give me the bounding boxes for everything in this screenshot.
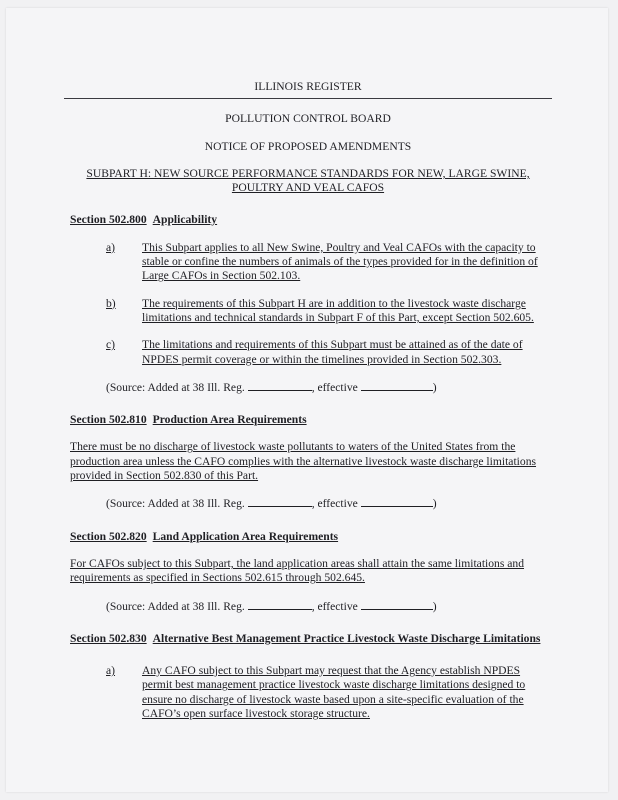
section-number: Section 502.820 xyxy=(70,529,147,543)
date-blank xyxy=(361,599,433,610)
date-blank xyxy=(361,380,433,391)
source-note xyxy=(70,380,546,395)
section-number: Section 502.830 xyxy=(70,631,147,645)
item-label: c) xyxy=(106,338,116,352)
source-note xyxy=(70,496,546,511)
item-text: Any CAFO subject to this Subpart may request that the Agency establish NPDES permit best management practice livestock waste discharge limitations designed to ensure no discharge of livestock waste based upon a site-specific evaluation of the CAFO’s open surface livestock storage structure. xyxy=(142,664,526,721)
source-middle: , effective xyxy=(311,497,358,511)
item-text: The requirements of this Subpart H are in addition to the livestock waste discharge limitations and technical standards in Subpart F of this Part, except Section 502.605. xyxy=(142,296,534,324)
register-title: ILLINOIS REGISTER xyxy=(254,80,362,93)
document-page xyxy=(6,8,608,792)
source-suffix: ) xyxy=(432,380,437,394)
list-item xyxy=(70,338,546,367)
document-body xyxy=(70,80,546,734)
item-label: a) xyxy=(106,240,116,254)
source-prefix: (Source: Added at 38 Ill. Reg. xyxy=(106,380,245,394)
board-name: POLLUTION CONTROL BOARD xyxy=(225,112,391,126)
section-title: Land Application Area Requirements xyxy=(152,529,339,543)
section-heading-502-820 xyxy=(70,530,546,544)
source-middle: , effective xyxy=(311,380,358,394)
notice-title: NOTICE OF PROPOSED AMENDMENTS xyxy=(204,139,412,153)
section-heading-502-830 xyxy=(70,632,546,646)
source-prefix: (Source: Added at 38 Ill. Reg. xyxy=(106,497,245,511)
subpart-line-1: SUBPART H: NEW SOURCE PERFORMANCE STANDARDS FOR NEW, LARGE SWINE, xyxy=(86,166,530,180)
item-text: The limitations and requirements of this Subpart must be attained as of the date of NPDES permit coverage or within the timelines provided in Section 502.303. xyxy=(142,338,523,366)
section-title: Production Area Requirements xyxy=(152,413,307,427)
section-number: Section 502.800 xyxy=(70,213,147,227)
header-rule xyxy=(64,98,552,99)
source-note xyxy=(70,599,546,614)
section-heading-502-810 xyxy=(70,413,546,427)
source-suffix: ) xyxy=(432,497,437,511)
reg-blank xyxy=(248,599,312,610)
section-number: Section 502.810 xyxy=(70,413,147,427)
source-middle: , effective xyxy=(311,599,358,613)
list-item xyxy=(70,297,546,326)
source-prefix: (Source: Added at 38 Ill. Reg. xyxy=(106,599,245,613)
item-text: This Subpart applies to all New Swine, Poultry and Veal CAFOs with the capacity to stable or confine the numbers of animals of the types provided for in the definition of Large CAFOs in Section 502.103. xyxy=(142,240,538,283)
list-item xyxy=(70,664,546,721)
reg-blank xyxy=(248,380,312,391)
section-heading-502-800 xyxy=(70,213,546,227)
list-item xyxy=(70,241,546,284)
reg-blank xyxy=(248,496,312,507)
subpart-line-2: POULTRY AND VEAL CAFOS xyxy=(231,181,385,195)
subpart-heading xyxy=(70,167,546,196)
section-paragraph: For CAFOs subject to this Subpart, the land application areas shall attain the same limitations and requirements as specified in Sections 502.615 through 502.645. xyxy=(70,556,525,585)
item-label: a) xyxy=(106,664,116,678)
item-label: b) xyxy=(106,296,116,310)
section-title: Applicability xyxy=(152,213,218,227)
source-suffix: ) xyxy=(432,599,437,613)
section-title: Alternative Best Management Practice Livestock Waste Discharge Limitations xyxy=(152,631,541,645)
date-blank xyxy=(361,496,433,507)
section-paragraph: There must be no discharge of livestock waste pollutants to waters of the United States from the production area unless the CAFO complies with the alternative livestock waste discharge limitations provided in Section 502.830 of this Part. xyxy=(70,440,537,483)
